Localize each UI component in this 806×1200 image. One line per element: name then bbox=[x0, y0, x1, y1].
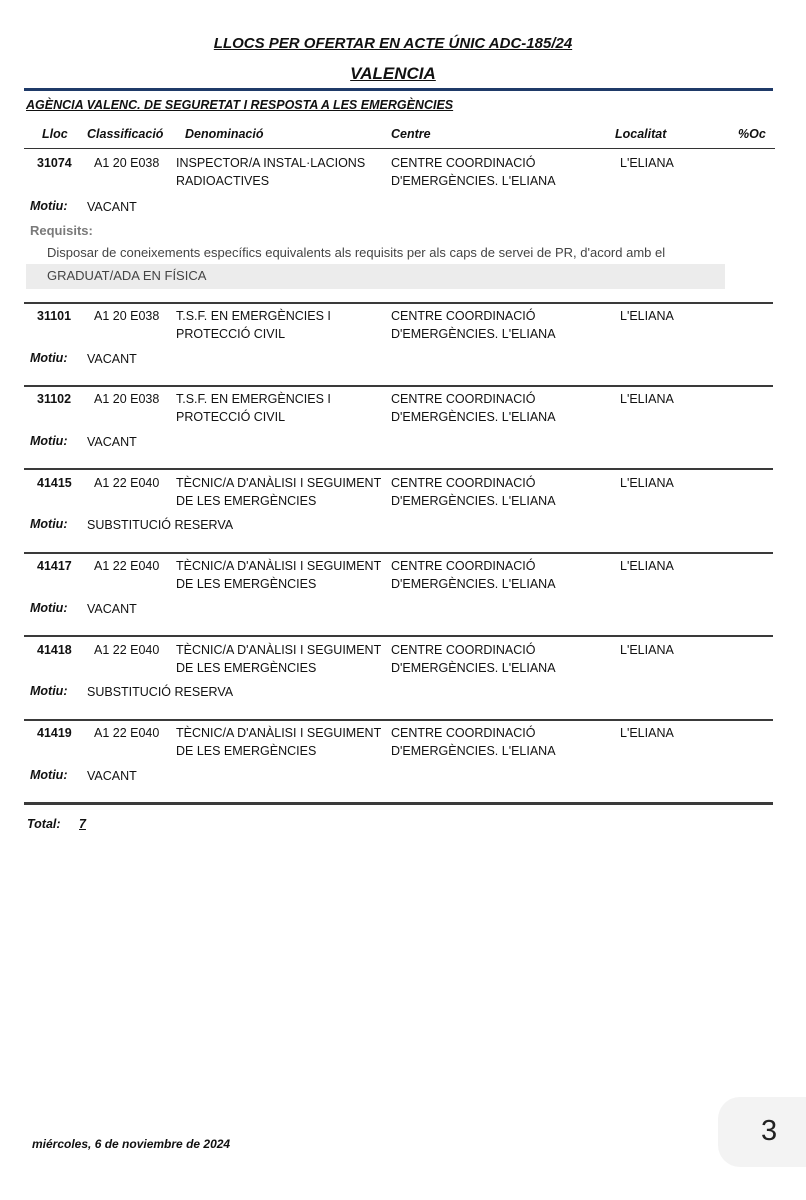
page-number-badge bbox=[718, 1097, 806, 1167]
row-lloc: 41417 bbox=[37, 559, 72, 573]
row-denominacio-line: PROTECCIÓ CIVIL bbox=[176, 409, 286, 424]
row-lloc: 31102 bbox=[37, 392, 72, 406]
row-divider bbox=[24, 302, 773, 304]
row-centre-line: D'EMERGÈNCIES. L'ELIANA bbox=[391, 576, 556, 591]
province-title: VALENCIA bbox=[350, 64, 436, 83]
row-localitat: L'ELIANA bbox=[620, 643, 674, 657]
motiu-value: VACANT bbox=[87, 352, 137, 366]
row-centre bbox=[391, 475, 556, 510]
row-lloc: 41415 bbox=[37, 476, 72, 490]
header-localitat: Localitat bbox=[615, 127, 667, 141]
row-centre-line: CENTRE COORDINACIÓ bbox=[391, 309, 536, 323]
row-classificacio: A1 22 E040 bbox=[94, 476, 160, 490]
row-classificacio: A1 22 E040 bbox=[94, 643, 160, 657]
motiu-value: SUBSTITUCIÓ RESERVA bbox=[87, 518, 234, 532]
row-denominacio-line: DE LES EMERGÈNCIES bbox=[176, 660, 317, 675]
row-centre-line: D'EMERGÈNCIES. L'ELIANA bbox=[391, 493, 556, 508]
row-lloc: 41419 bbox=[37, 726, 72, 740]
row-centre bbox=[391, 155, 556, 190]
row-lloc: 31074 bbox=[37, 156, 72, 170]
row-denominacio-line: INSPECTOR/A INSTAL·LACIONS bbox=[176, 156, 366, 170]
total-value: 7 bbox=[79, 817, 86, 831]
row-localitat: L'ELIANA bbox=[620, 309, 674, 323]
motiu-value: VACANT bbox=[87, 435, 137, 449]
row-centre-line: D'EMERGÈNCIES. L'ELIANA bbox=[391, 660, 556, 675]
motiu-value: VACANT bbox=[87, 769, 137, 783]
row-centre-line: CENTRE COORDINACIÓ bbox=[391, 643, 536, 657]
row-denominacio-line: TÈCNIC/A D'ANÀLISI I SEGUIMENT bbox=[176, 643, 382, 657]
row-centre bbox=[391, 558, 556, 593]
row-classificacio: A1 20 E038 bbox=[94, 156, 160, 170]
row-denominacio bbox=[176, 391, 331, 426]
row-centre bbox=[391, 642, 556, 677]
header-lloc: Lloc bbox=[42, 127, 68, 141]
row-denominacio bbox=[176, 475, 381, 510]
row-denominacio-line: TÈCNIC/A D'ANÀLISI I SEGUIMENT bbox=[176, 476, 382, 490]
table-end-divider bbox=[24, 802, 773, 805]
total-label: Total: bbox=[27, 817, 61, 831]
motiu-label: Motiu: bbox=[30, 601, 68, 615]
row-divider bbox=[24, 552, 773, 554]
row-divider bbox=[24, 385, 773, 387]
row-denominacio bbox=[176, 155, 365, 190]
motiu-label: Motiu: bbox=[30, 351, 68, 365]
row-centre-line: D'EMERGÈNCIES. L'ELIANA bbox=[391, 743, 556, 758]
row-localitat: L'ELIANA bbox=[620, 392, 674, 406]
row-classificacio: A1 20 E038 bbox=[94, 392, 160, 406]
header-ocupacio: %Oc bbox=[738, 127, 766, 141]
row-centre-line: D'EMERGÈNCIES. L'ELIANA bbox=[391, 173, 556, 188]
row-denominacio bbox=[176, 308, 331, 343]
row-classificacio: A1 22 E040 bbox=[94, 726, 160, 740]
header-classificacio: Classificació bbox=[87, 127, 164, 141]
row-denominacio bbox=[176, 642, 381, 677]
header-denominacio: Denominació bbox=[185, 127, 264, 141]
row-denominacio-line: RADIOACTIVES bbox=[176, 173, 270, 188]
row-denominacio-line: T.S.F. EN EMERGÈNCIES I bbox=[176, 309, 331, 323]
page-number: 3 bbox=[761, 1115, 778, 1147]
row-divider bbox=[24, 635, 773, 637]
row-denominacio bbox=[176, 725, 381, 760]
row-centre-line: D'EMERGÈNCIES. L'ELIANA bbox=[391, 326, 556, 341]
motiu-label: Motiu: bbox=[30, 434, 68, 448]
motiu-value: VACANT bbox=[87, 200, 137, 214]
requisits-degree: GRADUAT/ADA EN FÍSICA bbox=[47, 268, 207, 283]
row-denominacio-line: DE LES EMERGÈNCIES bbox=[176, 493, 317, 508]
row-centre bbox=[391, 391, 556, 426]
row-lloc: 31101 bbox=[37, 309, 72, 323]
row-centre-line: CENTRE COORDINACIÓ bbox=[391, 156, 536, 170]
requisits-label: Requisits: bbox=[30, 223, 93, 238]
document-title: LLOCS PER OFERTAR EN ACTE ÚNIC ADC-185/24 bbox=[213, 35, 573, 52]
row-denominacio-line: TÈCNIC/A D'ANÀLISI I SEGUIMENT bbox=[176, 559, 382, 573]
row-lloc: 41418 bbox=[37, 643, 72, 657]
row-localitat: L'ELIANA bbox=[620, 559, 674, 573]
agency-name: AGÈNCIA VALENC. DE SEGURETAT I RESPOSTA A LES EMERGÈNCIES bbox=[26, 98, 454, 112]
row-denominacio-line: DE LES EMERGÈNCIES bbox=[176, 743, 317, 758]
row-centre-line: D'EMERGÈNCIES. L'ELIANA bbox=[391, 409, 556, 424]
row-localitat: L'ELIANA bbox=[620, 726, 674, 740]
header-centre: Centre bbox=[391, 127, 431, 141]
row-classificacio: A1 20 E038 bbox=[94, 309, 160, 323]
row-denominacio-line: T.S.F. EN EMERGÈNCIES I bbox=[176, 392, 331, 406]
title-divider bbox=[24, 88, 773, 91]
row-denominacio-line: PROTECCIÓ CIVIL bbox=[176, 326, 286, 341]
row-centre-line: CENTRE COORDINACIÓ bbox=[391, 726, 536, 740]
motiu-label: Motiu: bbox=[30, 517, 68, 531]
header-divider bbox=[24, 148, 775, 149]
row-classificacio: A1 22 E040 bbox=[94, 559, 160, 573]
motiu-value: SUBSTITUCIÓ RESERVA bbox=[87, 685, 234, 699]
row-centre-line: CENTRE COORDINACIÓ bbox=[391, 392, 536, 406]
motiu-label: Motiu: bbox=[30, 768, 68, 782]
row-localitat: L'ELIANA bbox=[620, 156, 674, 170]
row-centre bbox=[391, 308, 556, 343]
row-denominacio bbox=[176, 558, 381, 593]
row-centre bbox=[391, 725, 556, 760]
row-denominacio-line: TÈCNIC/A D'ANÀLISI I SEGUIMENT bbox=[176, 726, 382, 740]
footer-date: miércoles, 6 de noviembre de 2024 bbox=[32, 1137, 231, 1151]
row-centre-line: CENTRE COORDINACIÓ bbox=[391, 559, 536, 573]
row-centre-line: CENTRE COORDINACIÓ bbox=[391, 476, 536, 490]
motiu-value: VACANT bbox=[87, 602, 137, 616]
row-localitat: L'ELIANA bbox=[620, 476, 674, 490]
requisits-text: Disposar de coneixements específics equivalents als requisits per als caps de servei de PR, d'acord amb el bbox=[47, 245, 666, 260]
row-divider bbox=[24, 468, 773, 470]
motiu-label: Motiu: bbox=[30, 199, 68, 213]
row-denominacio-line: DE LES EMERGÈNCIES bbox=[176, 576, 317, 591]
row-divider bbox=[24, 719, 773, 721]
motiu-label: Motiu: bbox=[30, 684, 68, 698]
